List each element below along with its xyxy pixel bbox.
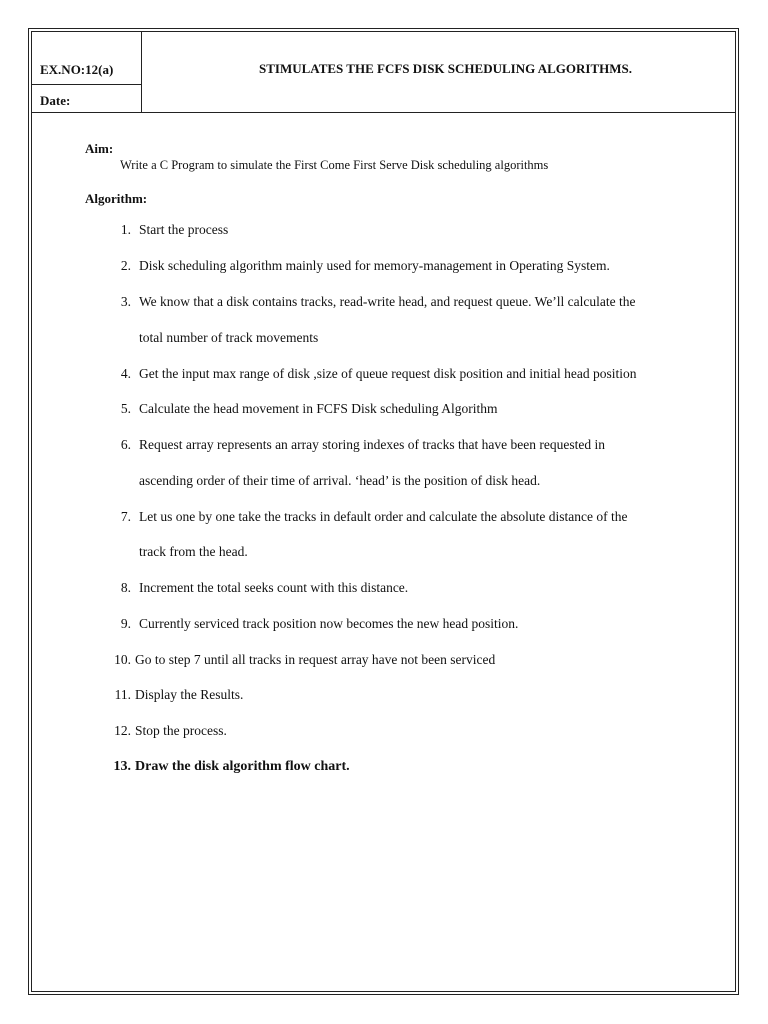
list-item <box>97 509 627 525</box>
step-text: Calculate the head movement in FCFS Disk scheduling Algorithm <box>139 401 498 416</box>
step-number: 6. <box>120 437 131 452</box>
list-item <box>97 401 497 417</box>
document-title: STIMULATES THE FCFS DISK SCHEDULING ALGORITHMS. <box>259 61 632 76</box>
page-frame <box>31 31 736 992</box>
step-text: Start the process <box>139 222 229 237</box>
date-label: Date: <box>40 93 71 108</box>
aim-text: Write a C Program to simulate the First Come First Serve Disk scheduling algorithms <box>120 158 549 172</box>
algorithm-heading: Algorithm: <box>85 191 148 206</box>
step-text: Draw the disk algorithm flow chart. <box>135 759 350 774</box>
list-item <box>97 616 518 632</box>
step-text-continued: track from the head. <box>139 544 248 559</box>
exercise-number: EX.NO:12(a) <box>40 62 114 77</box>
step-text: Let us one by one take the tracks in default order and calculate the absolute distance of the <box>139 509 628 524</box>
list-item <box>97 759 350 775</box>
step-number: 11. <box>114 687 131 702</box>
list-item <box>97 294 636 310</box>
step-number: 10. <box>114 652 131 667</box>
step-text: Disk scheduling algorithm mainly used for memory-management in Operating System. <box>139 258 610 273</box>
header-divider <box>32 84 141 85</box>
aim-heading: Aim: <box>85 141 114 156</box>
step-number: 5. <box>120 401 131 416</box>
step-number: 8. <box>120 580 131 595</box>
list-item <box>97 258 610 274</box>
step-number: 7. <box>120 509 131 524</box>
list-item <box>97 437 605 453</box>
step-text: We know that a disk contains tracks, read-write head, and request queue. We’ll calculate the <box>139 294 636 309</box>
header-table <box>32 32 735 113</box>
list-item <box>97 723 227 739</box>
step-number: 1. <box>120 222 131 237</box>
step-text-continued: ascending order of their time of arrival. ‘head’ is the position of disk head. <box>139 473 541 488</box>
step-number: 9. <box>120 616 131 631</box>
header-left-cell <box>32 32 142 112</box>
step-text: Display the Results. <box>135 687 244 702</box>
list-item <box>97 580 408 596</box>
list-item <box>97 652 495 668</box>
step-text: Increment the total seeks count with this distance. <box>139 580 409 595</box>
step-number: 12. <box>114 723 131 738</box>
list-item <box>97 687 243 703</box>
step-number: 2. <box>120 258 131 273</box>
step-number: 4. <box>120 366 131 381</box>
step-text: Get the input max range of disk ,size of queue request disk position and initial head position <box>139 366 637 381</box>
list-item <box>97 366 637 382</box>
step-text: Request array represents an array storing indexes of tracks that have been requested in <box>139 437 605 452</box>
step-text: Go to step 7 until all tracks in request array have not been serviced <box>135 652 496 667</box>
list-item <box>97 222 228 238</box>
step-text: Stop the process. <box>135 723 227 738</box>
step-number: 13. <box>113 759 131 774</box>
step-text-continued: total number of track movements <box>139 330 319 345</box>
step-number: 3. <box>120 294 131 309</box>
step-text: Currently serviced track position now becomes the new head position. <box>139 616 519 631</box>
